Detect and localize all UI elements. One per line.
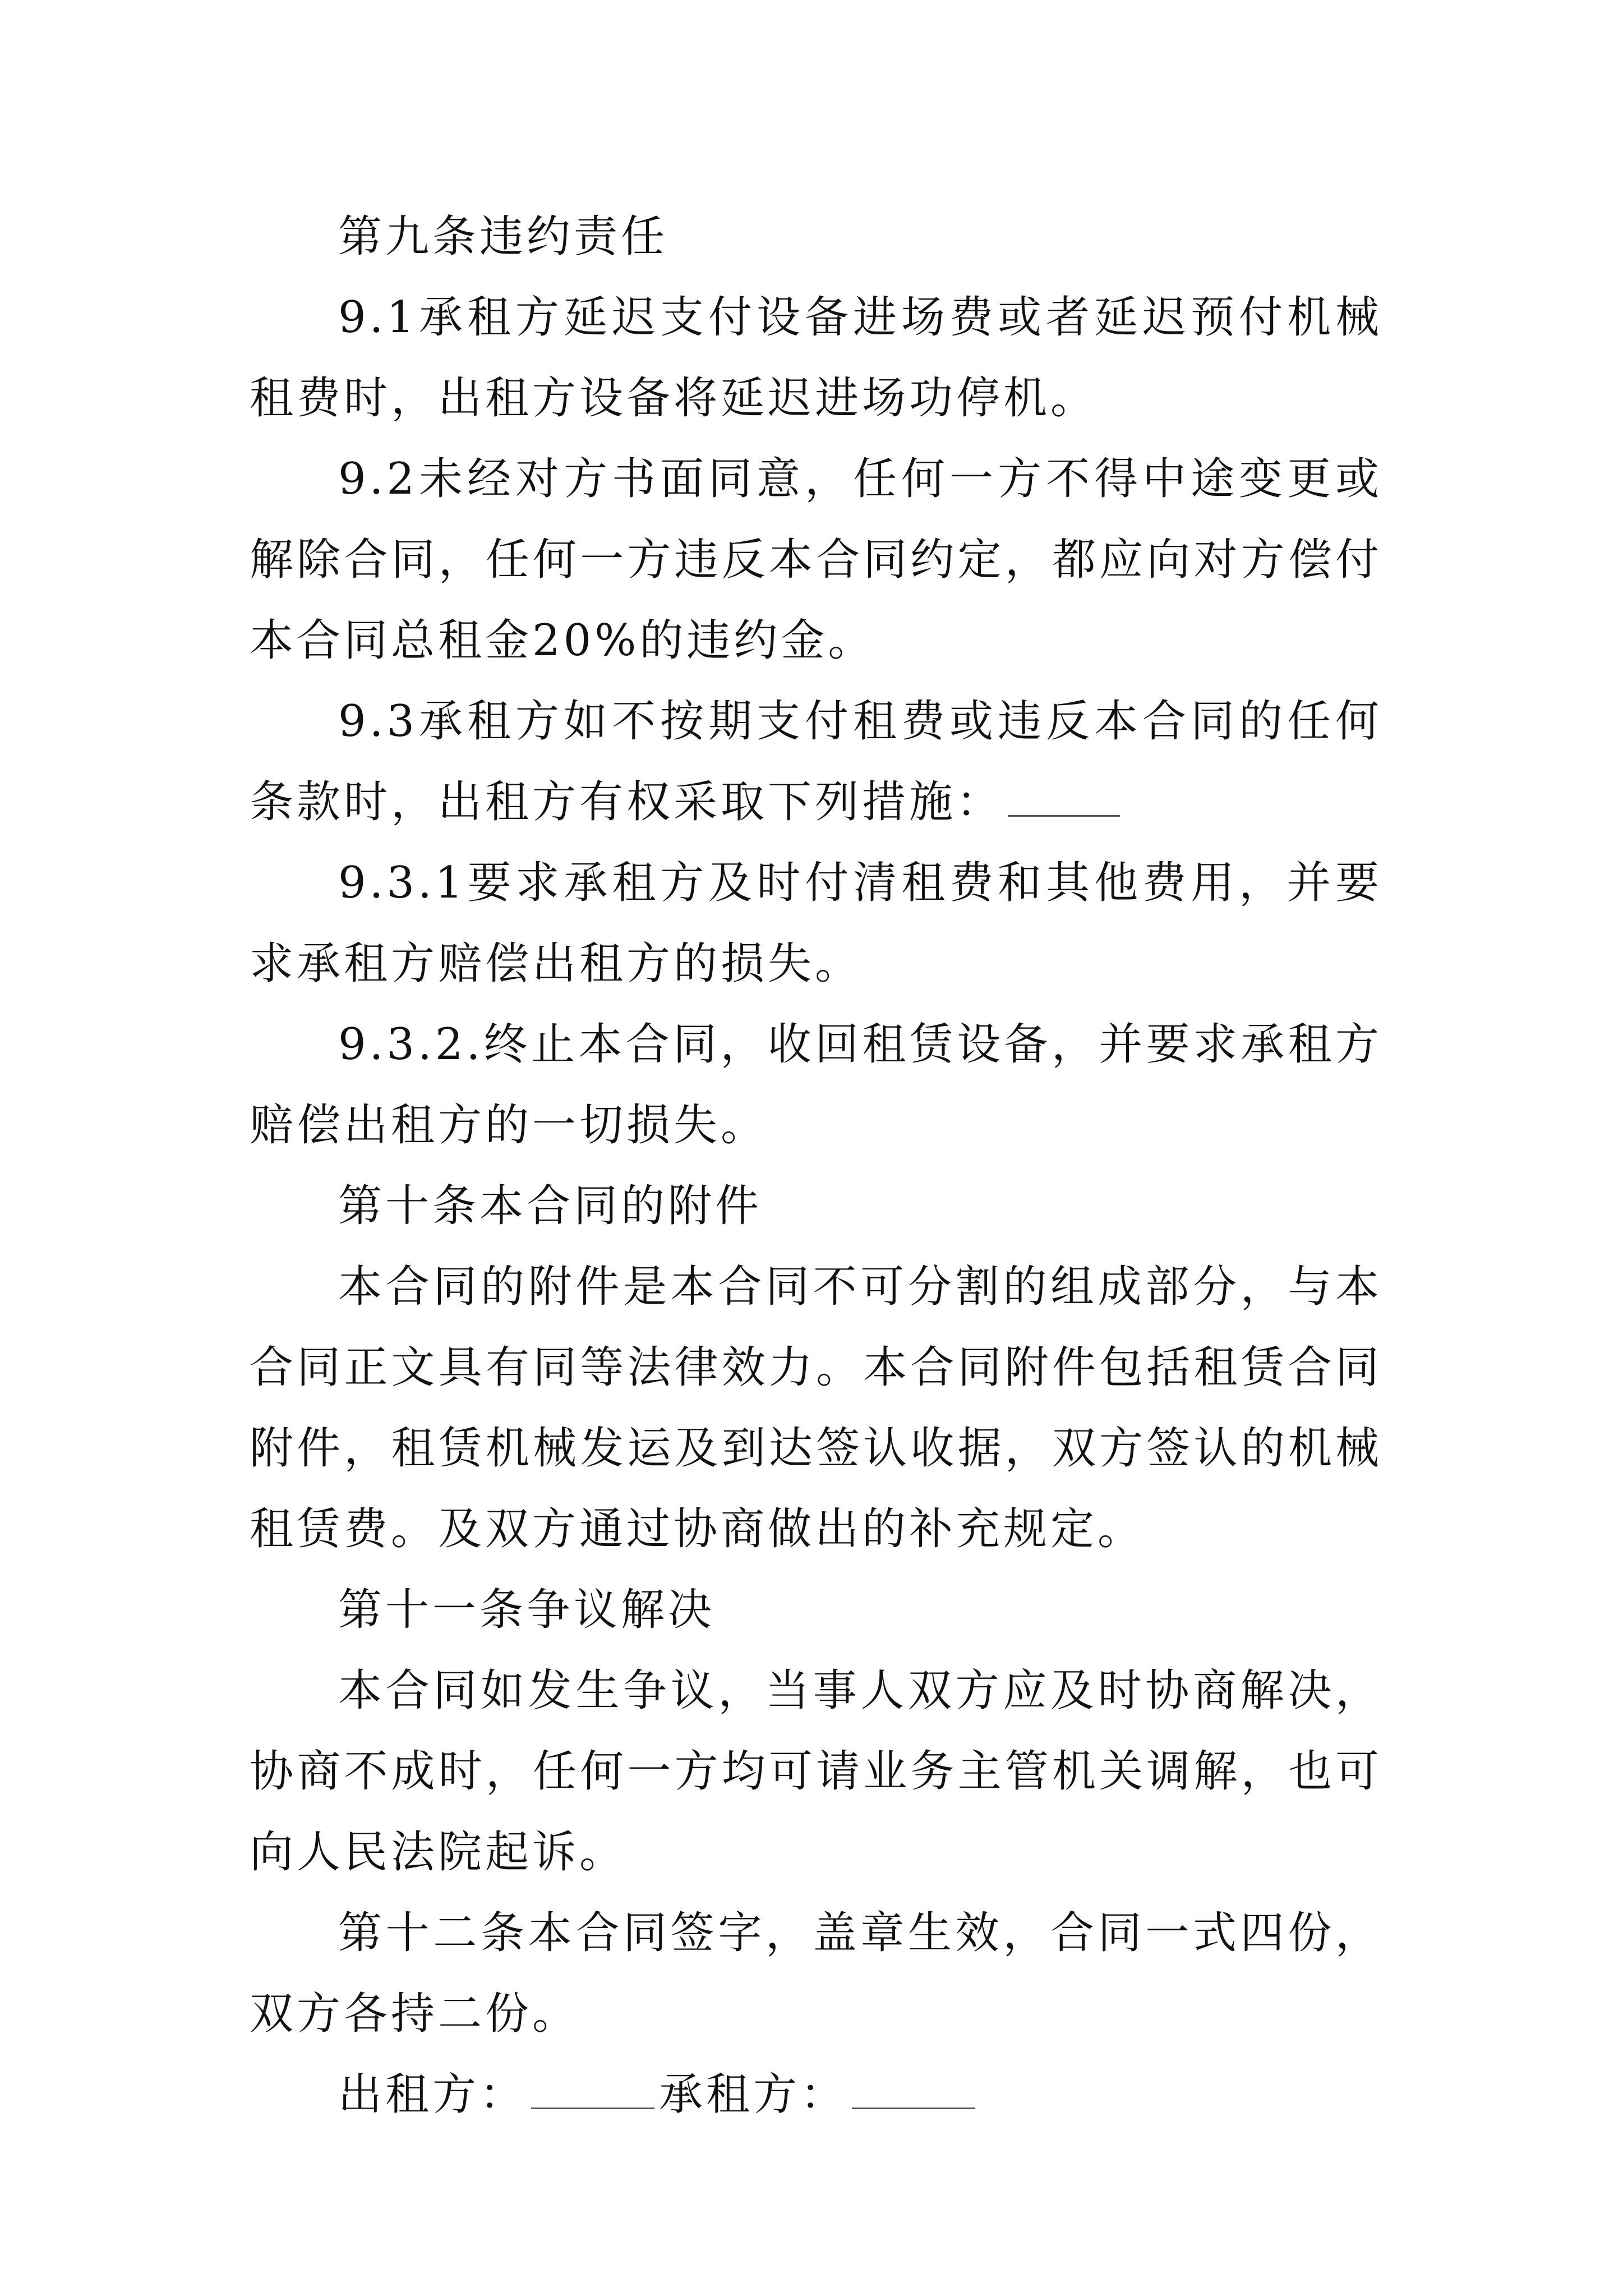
article-9-heading: 第九条违约责任 [338,211,668,262]
lessor-signature-blank [531,2068,654,2109]
article-12: 第十二条本合同签字，盖章生效，合同一式四份，双方各持二份。 [250,1908,1382,2039]
lessor-label: 出租方： [338,2069,527,2120]
signature-line [250,2054,1382,2135]
clause-9-3-1: 9.3.1要求承租方及时付清租费和其他费用，并要求承租方赔偿出租方的损失。 [250,858,1382,989]
clause-9-3 [250,681,1382,843]
document-body [250,196,1382,2135]
article-11-body: 本合同如发生争议，当事人双方应及时协商解决，协商不成时，任何一方均可请业务主管机关调解，也可向人民法院起诉。 [250,1665,1382,1878]
lessee-signature-blank [852,2068,975,2109]
article-10-body: 本合同的附件是本合同不可分割的组成部分，与本合同正文具有同等法律效力。本合同附件包括租赁合同附件，租赁机械发运及到达签认收据，双方签认的机械租赁费。及双方通过协商做出的补充规定。 [250,1262,1382,1554]
clause-9-3-2: 9.3.2.终止本合同，收回租赁设备，并要求承租方赔偿出租方的一切损失。 [250,1019,1382,1151]
clause-9-3-text: 9.3承租方如不按期支付租费或违反本合同的任何条款时，出租方有权采取下列措施： [250,696,1382,827]
lessee-label: 承租方： [659,2069,848,2120]
clause-9-2: 9.2未经对方书面同意，任何一方不得中途变更或解除合同，任何一方违反本合同约定，都应向对方偿付本合同总租金20%的违约金。 [250,454,1382,666]
article-11-heading: 第十一条争议解决 [338,1585,716,1635]
clause-9-1: 9.1承租方延迟支付设备进场费或者延迟预付机械租费时，出租方设备将延迟进场功停机。 [250,292,1382,424]
article-10-heading: 第十条本合同的附件 [338,1181,763,1231]
clause-9-3-blank [1008,776,1120,817]
